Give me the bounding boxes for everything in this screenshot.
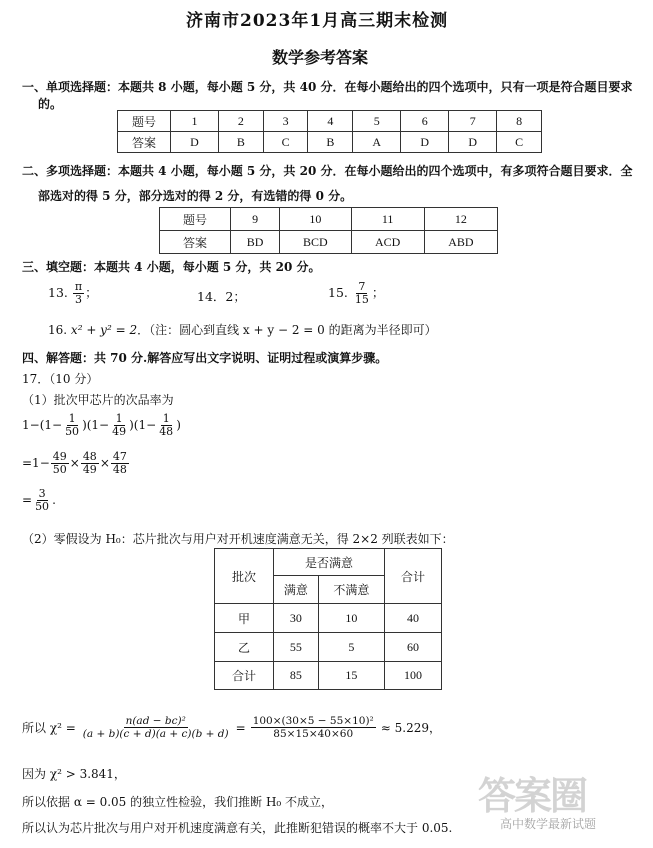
q13-end: ；	[85, 285, 98, 300]
header-batch: 批次	[215, 549, 274, 604]
denominator: 49	[112, 425, 127, 438]
denominator: 15	[354, 293, 369, 306]
table-cell: 2	[219, 111, 264, 132]
table-cell: 40	[385, 604, 442, 633]
table-cell: B	[219, 132, 264, 153]
numerator: 1	[115, 412, 123, 425]
fraction	[110, 413, 128, 438]
table-cell: A	[353, 132, 401, 153]
fraction	[157, 413, 175, 438]
sec1-line2: 的。	[38, 97, 63, 111]
eq-text: ×	[99, 456, 110, 470]
eq-line-3	[22, 488, 56, 513]
q15-answer	[328, 281, 384, 306]
table-cell: ABD	[424, 231, 497, 254]
eq-text: 1−(1−	[22, 418, 63, 432]
eq-text: )	[176, 418, 181, 432]
sec1-answer-table	[117, 110, 542, 153]
table-cell: D	[401, 132, 449, 153]
numerator: 1	[68, 412, 76, 425]
denominator: 48	[112, 463, 127, 476]
table-cell: 12	[424, 208, 497, 231]
numerator: n(ad − bc)²	[125, 715, 186, 727]
table-cell: 甲	[215, 604, 274, 633]
table-cell: 6	[401, 111, 449, 132]
table-cell: 30	[274, 604, 319, 633]
numerator: 7	[358, 280, 366, 293]
q17-label: 17．（10 分）	[22, 372, 99, 386]
contingency-table	[214, 548, 442, 690]
q16-equation: x² + y² = 2	[70, 323, 138, 337]
page-title: 济南市2023年1月高三期末检测	[186, 11, 449, 31]
table-row	[215, 662, 442, 690]
table-cell: BCD	[280, 231, 351, 254]
table-cell: 11	[351, 208, 424, 231]
eq-text: =	[22, 493, 33, 507]
conclusion-line: 所以认为芯片批次与用户对开机速度满意有关，此推断犯错误的概率不大于 0.05.	[22, 821, 453, 835]
sec2-line2: 部选对的得 5 分，部分选对的得 2 分，有选错的得 0 分。	[38, 189, 353, 203]
denominator: (a + b)(c + d)(a + c)(b + d)	[82, 728, 229, 740]
denominator: 50	[35, 500, 50, 513]
chi-eq: =	[235, 720, 246, 735]
sec3-line1: 三、填空题：本题共 4 小题，每小题 5 分，共 20 分。	[22, 260, 321, 274]
header-yes: 满意	[274, 576, 319, 604]
table-cell: 60	[385, 633, 442, 662]
numerator: 47	[112, 450, 127, 463]
part1-text: （1）批次甲芯片的次品率为	[22, 393, 174, 407]
numerator: 1	[162, 412, 170, 425]
table-cell: 1	[171, 111, 219, 132]
fraction	[63, 413, 81, 438]
chi-square-formula	[22, 715, 441, 740]
denominator: 48	[159, 425, 174, 438]
fraction	[81, 715, 231, 740]
q15-label: 15.	[328, 285, 348, 300]
eq-text: =1−	[22, 456, 50, 470]
chi-prefix: 所以 χ² =	[22, 721, 76, 735]
eq-text: )(1−	[129, 418, 157, 432]
fraction	[33, 488, 51, 513]
table-cell: C	[497, 132, 542, 153]
numerator: 49	[52, 450, 67, 463]
table-cell: D	[171, 132, 219, 153]
sec2-answer-table	[159, 207, 498, 254]
numerator: 3	[38, 487, 46, 500]
watermark-text: 高中数学最新试题	[500, 817, 597, 831]
table-answer-label: 答案	[118, 132, 171, 153]
table-cell: 4	[308, 111, 353, 132]
sec2-line1: 二、多项选择题：本题共 4 小题，每小题 5 分，共 20 分．在每小题给出的四个选项中，有多项符合题目要求．全	[22, 164, 633, 178]
q16-label: 16.	[48, 323, 68, 337]
table-cell: 10	[318, 604, 384, 633]
table-row	[215, 633, 442, 662]
table-cell: 5	[318, 633, 384, 662]
q14-answer: 14．2；	[197, 289, 246, 304]
numerator: 100×(30×5 − 55×10)²	[252, 715, 374, 727]
sec1-line1: 一、单项选择题：本题共 8 小题，每小题 5 分，共 40 分．在每小题给出的四个选项中，只有一项是符合题目要求	[22, 80, 633, 94]
eq-line-1	[22, 413, 181, 438]
q13-label: 13.	[48, 285, 68, 300]
table-cell: 合计	[215, 662, 274, 690]
fraction	[51, 451, 69, 476]
table-head-label: 题号	[160, 208, 231, 231]
q16-answer	[48, 321, 437, 338]
fraction	[73, 281, 84, 306]
eq-text: ×	[69, 456, 80, 470]
eq-text: .	[52, 493, 56, 507]
table-cell: 7	[449, 111, 497, 132]
q15-end: ；	[371, 285, 385, 300]
sec4-line1: 四、解答题：共 70 分.解答应写出文字说明、证明过程或演算步骤。	[22, 351, 388, 365]
table-head-label: 题号	[118, 111, 171, 132]
table-cell: C	[263, 132, 308, 153]
table-cell: 15	[318, 662, 384, 690]
page-subtitle: 数学参考答案	[272, 48, 369, 67]
table-cell: BD	[231, 231, 280, 254]
watermark-logo: 答案圈	[478, 774, 587, 818]
test-line: 所以依据 α = 0.05 的独立性检验，我们推断 H₀ 不成立，	[22, 795, 334, 809]
eq-line-2	[22, 451, 130, 476]
denominator: 50	[65, 425, 80, 438]
table-cell: 8	[497, 111, 542, 132]
table-cell: 10	[280, 208, 351, 231]
table-cell: 85	[274, 662, 319, 690]
q13-answer	[48, 281, 98, 306]
table-cell: 5	[353, 111, 401, 132]
fraction	[251, 715, 376, 740]
header-no: 不满意	[318, 576, 384, 604]
denominator: 85×15×40×60	[273, 728, 354, 740]
q16-note: ．（注：圆心到直线 x + y − 2 = 0 的距离为半径即可）	[137, 323, 437, 337]
because-line: 因为 χ² > 3.841，	[22, 767, 126, 781]
table-cell: 9	[231, 208, 280, 231]
part2-text: （2）零假设为 H₀：芯片批次与用户对开机速度满意无关，得 2×2 列联表如下：	[22, 532, 454, 546]
numerator: π	[74, 280, 83, 293]
table-cell: B	[308, 132, 353, 153]
table-cell: 100	[385, 662, 442, 690]
denominator: 50	[52, 463, 67, 476]
table-cell: D	[449, 132, 497, 153]
fraction	[353, 281, 371, 306]
eq-text: )(1−	[82, 418, 110, 432]
table-cell: 55	[274, 633, 319, 662]
fraction	[81, 451, 99, 476]
denominator: 3	[74, 293, 82, 306]
header-total: 合计	[385, 549, 442, 604]
table-row	[215, 604, 442, 633]
denominator: 49	[82, 463, 97, 476]
table-cell: ACD	[351, 231, 424, 254]
chi-result: ≈ 5.229，	[380, 721, 441, 735]
fraction	[111, 451, 129, 476]
numerator: 48	[82, 450, 97, 463]
table-answer-label: 答案	[160, 231, 231, 254]
table-cell: 3	[263, 111, 308, 132]
header-satisfied: 是否满意	[274, 549, 385, 576]
table-cell: 乙	[215, 633, 274, 662]
